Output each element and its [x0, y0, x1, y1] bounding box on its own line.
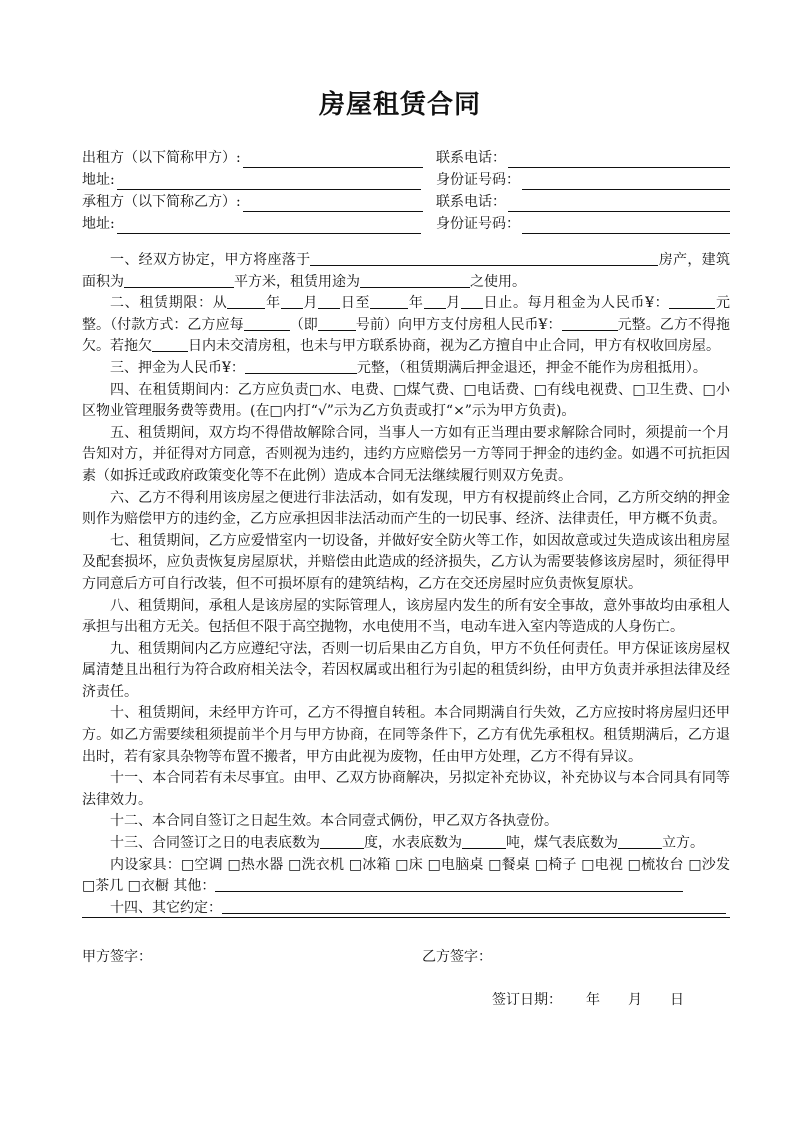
- clause-10: 十、租赁期间，未经甲方许可，乙方不得擅自转租。本合同期满自行失效，乙方应按时将房屋归还甲方。如乙方需要续租须提前半个月与甲方协商，在同等条件下，乙方有优先承租权。租赁期满后，乙方退出时，若有家具杂物等布置不搬者，甲方由此视为废物，任由甲方处理，乙方不得有异议。: [82, 705, 730, 765]
- end-day-blank[interactable]: [461, 293, 483, 309]
- lessee-id-label: 身份证号码：: [436, 216, 520, 232]
- date-year-label: 年: [586, 992, 600, 1008]
- party-b-signature-label: 乙方签字：: [422, 949, 492, 965]
- lessor-address-label: 地址:: [82, 172, 115, 188]
- start-year-blank[interactable]: [227, 293, 265, 309]
- document-title: 房屋租赁合同: [318, 90, 481, 120]
- electric-meter-blank[interactable]: [320, 833, 364, 849]
- clause-2: 二、租赁期限：从 年 月 日至 年 月 日止。每月租金为人民币¥： 元整。（付款方式：乙方应每 （即 号前）向甲方支付房租人民币¥： 元整。乙方不得拖欠。若拖欠 日内未交清房租，也未与甲方联系协商，视为乙方擅自中止合同，甲方有权收回房屋。: [82, 295, 731, 355]
- lessor-address-field[interactable]: [117, 173, 421, 190]
- lessee-label: 承租方（以下简称乙方）:: [82, 194, 241, 210]
- clause-8: 八、租赁期间，承租人是该房屋的实际管理人，该房屋内发生的所有安全事故，意外事故均由承租人承担与出租方无关。包括但不限于高空抛物，水电使用不当，电动车进入室内等造成的人身伤亡。: [82, 597, 730, 636]
- clause-7: 七、租赁期间，乙方应爱惜室内一切设备，并做好安全防火等工作，如因故意或过失造成该出租房屋及配套损坏，应负责恢复房屋原状，并赔偿由此造成的经济损失，乙方认为需要装修该房屋时，须征得甲方同意后方可自行改装，但不可损坏原有的建筑结构，乙方在交还房屋时应负责恢复原状。: [82, 532, 730, 592]
- water-meter-blank[interactable]: [462, 833, 506, 849]
- lessor-id-row: [436, 170, 732, 190]
- clause-5: 五、租赁期间，双方均不得借故解除合同，当事人一方如有正当理由要求解除合同时，须提前一个月告知对方，并征得对方同意，否则视为违约，违约方应赔偿另一方等同于押金的违约金。如遇不可抗拒因素（如拆迁或政府政策变化等不在此例）造成本合同无法继续履行则双方免责。: [82, 424, 730, 484]
- clause-4: 四、在租赁期间内：乙方应负责□水、电费、□煤气费、□电话费、□有线电视费、□卫生费、□小区物业管理服务费等费用。(在□内打“√”示为乙方负责或打“×”示为甲方负责)。: [82, 381, 730, 420]
- lessor-name-field[interactable]: [243, 151, 423, 168]
- rent-amount-blank[interactable]: [562, 315, 618, 331]
- party-a-signature-label: 甲方签字：: [82, 949, 152, 965]
- lessee-id-field[interactable]: [522, 217, 730, 234]
- overdue-days-blank[interactable]: [152, 336, 188, 352]
- monthly-rent-blank[interactable]: [669, 293, 715, 309]
- clause-3: 三、押金为人民币¥： 元整，（租赁期满后押金退还，押金不能作为房租抵用）。: [110, 359, 707, 376]
- other-furniture-blank[interactable]: [215, 876, 683, 892]
- start-day-blank[interactable]: [318, 293, 340, 309]
- other-terms-blank[interactable]: [222, 898, 726, 914]
- signing-date-row: [492, 989, 684, 1009]
- deposit-blank[interactable]: [245, 358, 357, 374]
- end-year-blank[interactable]: [370, 293, 408, 309]
- clause-14: 十四、其它约定：: [82, 898, 730, 920]
- lessee-address-field[interactable]: [117, 217, 421, 234]
- pay-period-blank[interactable]: [244, 315, 290, 331]
- date-day-label: 日: [670, 992, 684, 1008]
- clause-6: 六、乙方不得利用该房屋之便进行非法活动，如有发现，甲方有权提前终止合同，乙方所交纳的押金则作为赔偿甲方的违约金，乙方应承担因非法活动而产生的一切民事、经济、法律责任，甲方概不负责。: [82, 489, 730, 528]
- lessor-address-row: [82, 170, 423, 190]
- lessor-phone-row: [436, 148, 732, 168]
- gas-meter-blank[interactable]: [618, 833, 662, 849]
- area-blank[interactable]: [124, 272, 234, 288]
- clause-11: 十一、本合同若有未尽事宜。由甲、乙双方协商解决，另拟定补充协议，补充协议与本合同具有同等法律效力。: [82, 770, 730, 808]
- end-month-blank[interactable]: [424, 293, 446, 309]
- lessor-phone-field[interactable]: [508, 151, 730, 168]
- lessee-phone-row: [436, 192, 732, 212]
- extra-terms-line[interactable]: [82, 917, 730, 918]
- lessor-phone-label: 联系电话：: [436, 150, 506, 166]
- lessor-id-field[interactable]: [522, 173, 730, 190]
- lessee-phone-label: 联系电话：: [436, 194, 506, 210]
- clause-9: 九、租赁期间内乙方应遵纪守法，否则一切后果由乙方自负，甲方不负任何责任。甲方保证该房屋权属清楚且出租行为符合政府相关法令，若因权属或出租行为引起的租赁纠纷，由甲方负责并承担法律及经济责任。: [82, 640, 730, 700]
- furniture-list: 内设家具：□空调 □热水器 □洗衣机 □冰箱 □床 □电脑桌 □餐桌 □椅子 □电视 □梳妆台 □沙发 □茶几 □衣橱 其他：: [82, 856, 730, 895]
- lessor-label: 出租方（以下简称甲方）:: [82, 150, 241, 166]
- lessee-row: [82, 192, 425, 212]
- date-month-label: 月: [628, 992, 642, 1008]
- lessee-name-field[interactable]: [243, 195, 423, 212]
- lessee-id-row: [436, 214, 732, 234]
- usage-blank[interactable]: [360, 272, 470, 288]
- lessee-phone-field[interactable]: [508, 195, 730, 212]
- signing-date-label: 签订日期：: [492, 992, 562, 1008]
- clause-13: 十三、合同签订之日的电表底数为 度，水表底数为 吨，煤气表底数为 立方。: [110, 835, 704, 852]
- pay-day-blank[interactable]: [318, 315, 356, 331]
- lessee-address-label: 地址:: [82, 216, 115, 232]
- property-address-blank[interactable]: [310, 250, 658, 266]
- contract-body: [82, 250, 730, 919]
- start-month-blank[interactable]: [281, 293, 303, 309]
- clause-1: 一、经双方协定，甲方将座落于 房产，建筑面积为 平方米，租赁用途为 之使用。: [82, 252, 731, 290]
- lessor-id-label: 身份证号码：: [436, 172, 520, 188]
- clause-12: 十二、本合同自签订之日起生效。本合同壹式俩份，甲乙双方各执壹份。: [110, 813, 558, 830]
- lessor-row: [82, 148, 425, 168]
- lessee-address-row: [82, 214, 423, 234]
